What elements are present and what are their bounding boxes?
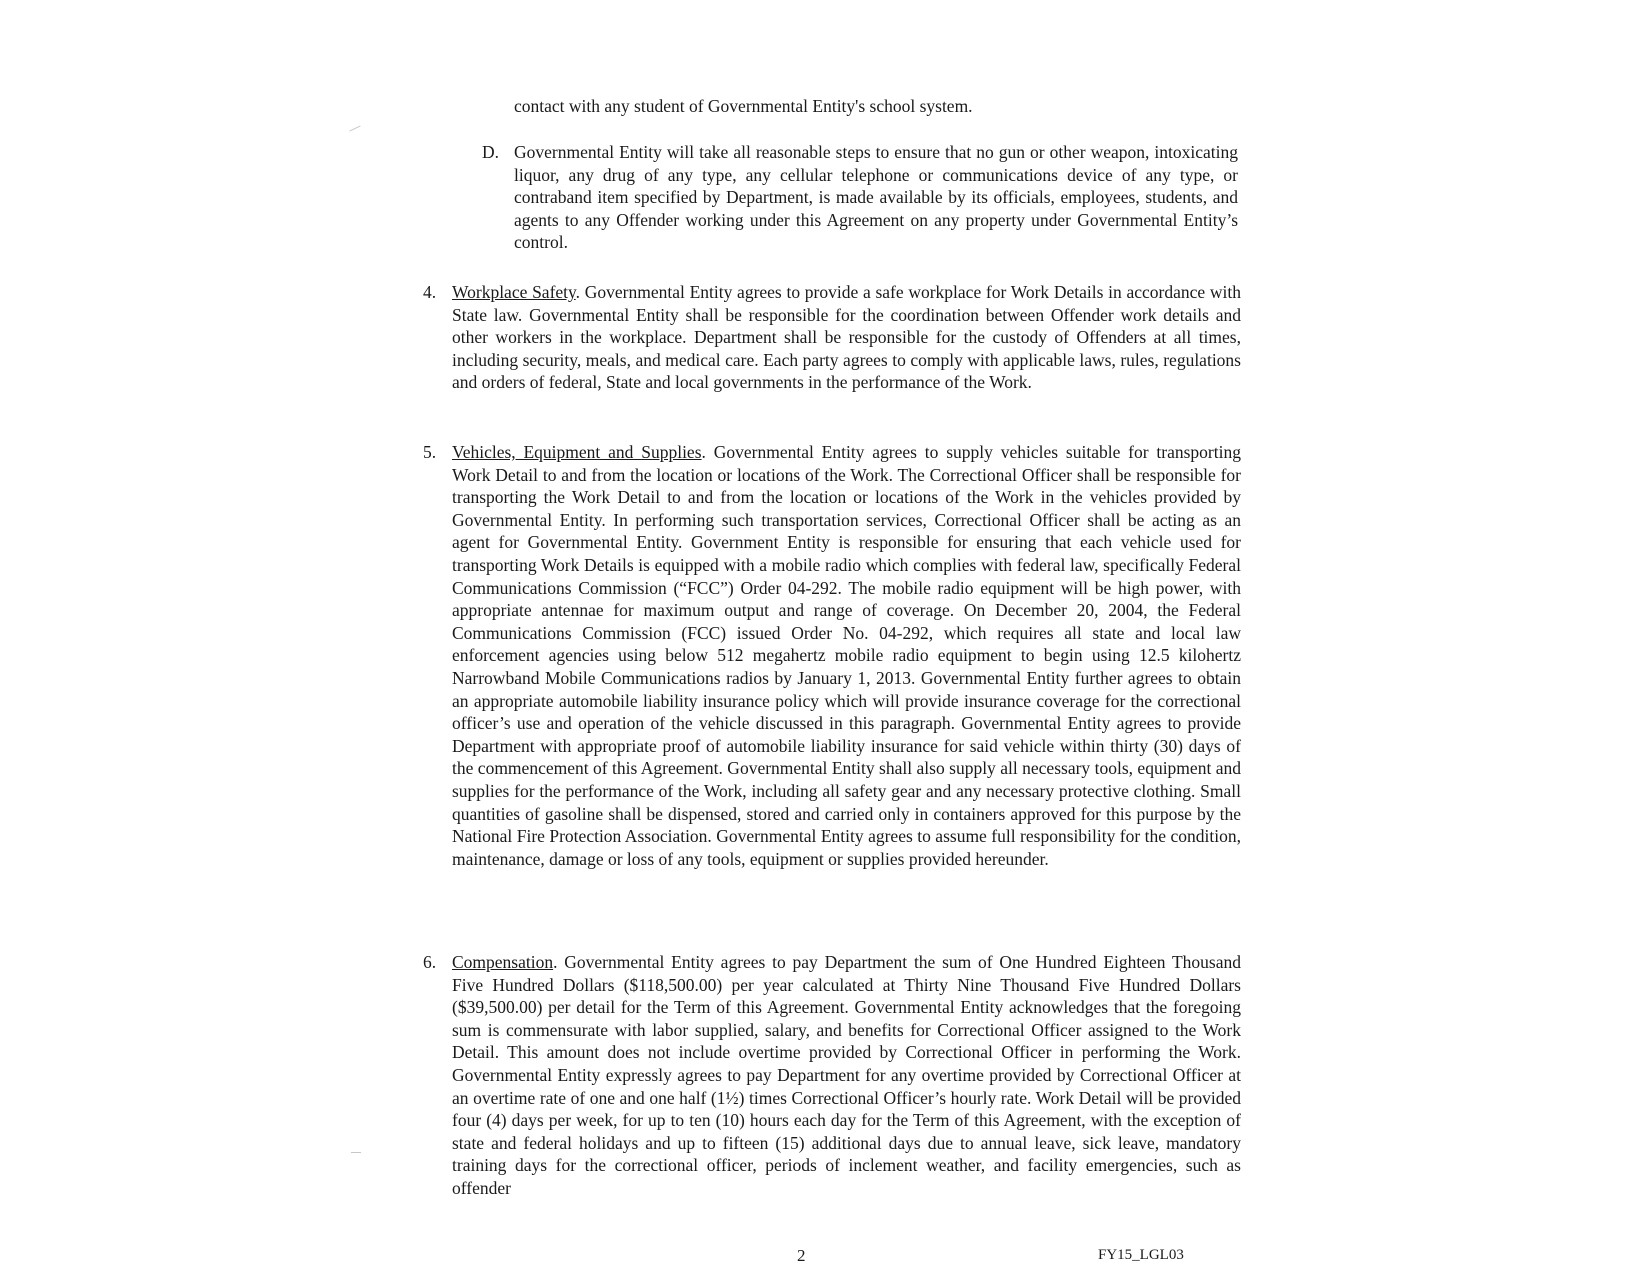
section-text: . Governmental Entity agrees to provide a safe workplace for Work Details in accordance with State law. Governmental Entity shall be responsible for the coordination between Offender work details and other workers in the workplace. Department shall be responsible for the custody of Offenders at all times, including security, meals, and medical care. Each party agrees to comply with applicable laws, rules, regulations and orders of federal, State and local governments in the performance of the Work. <box>452 282 1242 393</box>
section-heading: Vehicles, Equipment and Supplies <box>452 442 702 462</box>
section-body <box>452 281 1241 394</box>
continuation-paragraph: contact with any student of Governmental Entity's school system. <box>514 96 973 116</box>
section-body <box>452 951 1241 1200</box>
scan-mark <box>351 1152 361 1153</box>
section-heading: Compensation <box>452 952 554 972</box>
page-number: 2 <box>797 1246 806 1265</box>
section-text: . Governmental Entity agrees to pay Department the sum of One Hundred Eighteen Thousand Five Hundred Dollars ($118,500.00) per year calculated at Thirty Nine Thousand Five Hundred Dollars ($39,500.00) per detail for the Term of this Agreement. Governmental Entity acknowledges that the foregoing sum is commensurate with labor supplied, salary, and benefits for Correctional Officer assigned to the Work Detail. This amount does not include overtime provided by Correctional Officer in performing the Work. Governmental Entity expressly agrees to pay Department for any overtime provided by Correctional Officer at an overtime rate of one and one half (1½) times Correctional Officer’s hourly rate. Work Detail will be provided four (4) days per week, for up to ten (10) hours each day for the Term of this Agreement, with the exception of state and federal holidays and up to fifteen (15) additional days due to annual leave, sick leave, mandatory training days for the correctional officer, periods of inclement weather, and facility emergencies, such as offender <box>452 952 1241 1198</box>
scan-mark <box>349 126 360 132</box>
section-body <box>452 441 1241 870</box>
subsection-d <box>482 141 1238 254</box>
section-heading: Workplace Safety <box>452 282 576 302</box>
section-compensation <box>423 951 1241 1200</box>
section-number: 4. <box>423 282 437 302</box>
subsection-text: Governmental Entity will take all reasonable steps to ensure that no gun or other weapon, intoxicating liquor, any drug of any type, any cellular telephone or communications device of any type, or contraband item specified by Department, is made available by its officials, employees, students, and agents to any Offender working under this Agreement on any property under Governmental Entity’s control. <box>514 142 1238 253</box>
section-number: 6. <box>423 952 437 972</box>
subsection-marker: D. <box>482 142 500 162</box>
section-number: 5. <box>423 442 437 462</box>
section-vehicles-equipment-supplies <box>423 441 1241 870</box>
document-code: FY15_LGL03 <box>1098 1247 1184 1263</box>
section-workplace-safety <box>423 281 1241 394</box>
section-text: . Governmental Entity agrees to supply vehicles suitable for transporting Work Detail to and from the location or locations of the Work. The Correctional Officer shall be responsible for transporting the Work Detail to and from the location or locations of the Work in the vehicles provided by Governmental Entity. In performing such transportation services, Correctional Officer shall be acting as an agent for Governmental Entity. Government Entity is responsible for ensuring that each vehicle used for transporting Work Details is equipped with a mobile radio which complies with federal law, specifically Federal Communications Commission (“FCC”) Order 04-292. The mobile radio equipment will be high power, with appropriate antennae for maximum output and range of coverage. On December 20, 2004, the Federal Communications Commission (FCC) issued Order No. 04-292, which requires all state and local law enforcement agencies using below 512 megahertz mobile radio equipment to begin using 12.5 kilohertz Narrowband Mobile Communications radios by January 1, 2013. Governmental Entity further agrees to obtain an appropriate automobile liability insurance policy which will provide insurance coverage for the correctional officer’s use and operation of the vehicle discussed in this paragraph. Governmental Entity agrees to provide Department with appropriate proof of automobile liability insurance for said vehicle within thirty (30) days of the commencement of this Agreement. Governmental Entity shall also supply all necessary tools, equipment and supplies for the performance of the Work, including all safety gear and any necessary protective clothing. Small quantities of gasoline shall be dispensed, stored and carried only in containers approved for this purpose by the National Fire Protection Association. Governmental Entity agrees to assume full responsibility for the condition, maintenance, damage or loss of any tools, equipment or supplies provided hereunder. <box>452 442 1241 869</box>
